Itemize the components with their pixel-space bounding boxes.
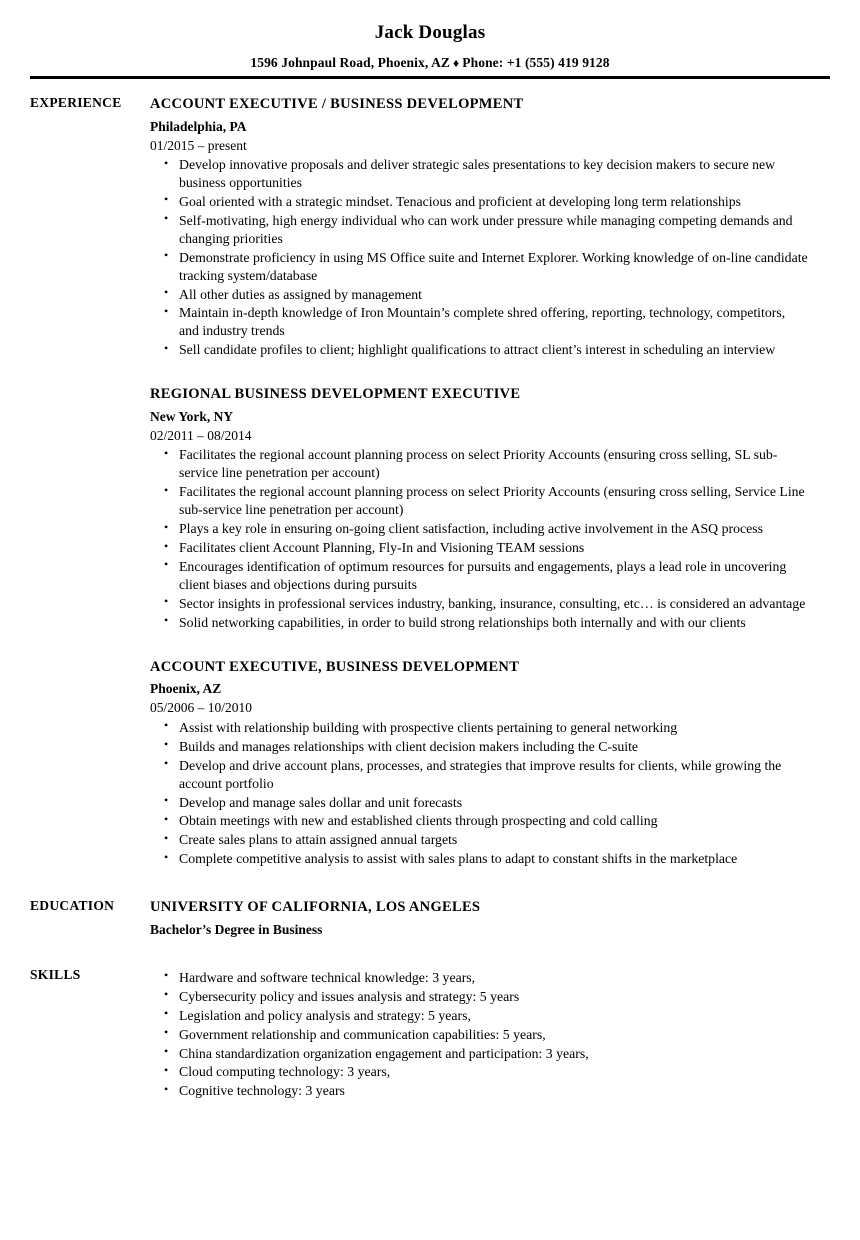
experience-entry xyxy=(150,385,808,631)
list-item: • Cognitive technology: 3 years xyxy=(150,1082,808,1100)
list-item: • Solid networking capabilities, in order to build strong relationships both internally and with our clients xyxy=(150,614,808,632)
list-item: • Cloud computing technology: 3 years, xyxy=(150,1063,808,1081)
resume-content xyxy=(0,79,860,1100)
job-dates: 01/2015 – present xyxy=(150,137,247,153)
education-entries xyxy=(150,898,808,939)
list-item: • Legislation and policy analysis and strategy: 5 years, xyxy=(150,1007,808,1025)
diamond-separator-icon: ♦ xyxy=(453,55,460,70)
experience-entries xyxy=(150,95,808,868)
section-label-experience: EXPERIENCE xyxy=(30,94,122,110)
job-title: REGIONAL BUSINESS DEVELOPMENT EXECUTIVE xyxy=(150,386,521,403)
skills-list xyxy=(150,969,808,1100)
list-item: • Government relationship and communication capabilities: 5 years, xyxy=(150,1026,808,1044)
list-item: • Builds and manages relationships with client decision makers including the C-suite xyxy=(150,738,808,756)
list-item: • All other duties as assigned by management xyxy=(150,286,808,304)
job-responsibilities xyxy=(150,156,808,359)
list-item: • Facilitates the regional account planning process on select Priority Accounts (ensuring cross selling, SL sub-service line penetration per account) xyxy=(150,446,808,482)
candidate-address: 1596 Johnpaul Road, Phoenix, AZ xyxy=(250,54,451,70)
job-location: Phoenix, AZ xyxy=(150,681,222,697)
list-item: • Encourages identification of optimum resources for pursuits and engagements, plays a lead role in uncovering client biases and objections during pursuits xyxy=(150,558,808,594)
list-item: • Develop and manage sales dollar and unit forecasts xyxy=(150,794,808,812)
job-dates: 02/2011 – 08/2014 xyxy=(150,427,252,443)
resume-header xyxy=(0,0,860,71)
list-item: • Facilitates client Account Planning, Fly-In and Visioning TEAM sessions xyxy=(150,539,808,557)
candidate-name: Jack Douglas xyxy=(374,22,486,43)
list-item: • Maintain in-depth knowledge of Iron Mountain’s complete shred offering, reporting, technology, competitors, and industry trends xyxy=(150,304,808,340)
job-location: New York, NY xyxy=(150,409,234,425)
job-title: ACCOUNT EXECUTIVE, BUSINESS DEVELOPMENT xyxy=(150,658,520,675)
list-item: • Complete competitive analysis to assist with sales plans to adapt to constant shifts in the marketplace xyxy=(150,850,808,868)
list-item: • Facilitates the regional account planning process on select Priority Accounts (ensuring cross selling, Service Line sub-service line penetration per account) xyxy=(150,483,808,519)
section-skills xyxy=(30,967,808,1100)
job-responsibilities xyxy=(150,446,808,631)
job-dates: 05/2006 – 10/2010 xyxy=(150,700,253,716)
experience-entry xyxy=(150,95,808,359)
section-label-education: EDUCATION xyxy=(30,898,115,914)
list-item: • China standardization organization engagement and participation: 3 years, xyxy=(150,1045,808,1063)
list-item: • Create sales plans to attain assigned annual targets xyxy=(150,831,808,849)
education-school: UNIVERSITY OF CALIFORNIA, LOS ANGELES xyxy=(150,899,481,916)
list-item: • Hardware and software technical knowledge: 3 years, xyxy=(150,969,808,987)
list-item: • Develop and drive account plans, processes, and strategies that improve results for clients, while growing the account portfolio xyxy=(150,757,808,793)
list-item: • Sector insights in professional services industry, banking, insurance, consulting, etc… is considered an advantage xyxy=(150,595,808,613)
list-item: • Plays a key role in ensuring on-going client satisfaction, including active involvement in the ASQ process xyxy=(150,520,808,538)
section-experience xyxy=(30,95,808,868)
list-item: • Sell candidate profiles to client; highlight qualifications to attract client’s interest in scheduling an interview xyxy=(150,341,808,359)
contact-line xyxy=(0,55,860,71)
list-item: • Self-motivating, high energy individual who can work under pressure while managing competing demands and changing priorities xyxy=(150,212,808,248)
list-item: • Develop innovative proposals and deliver strategic sales presentations to key decision makers to secure new business opportunities xyxy=(150,156,808,192)
list-item: • Obtain meetings with new and established clients through prospecting and cold calling xyxy=(150,812,808,830)
job-location: Philadelphia, PA xyxy=(150,118,247,134)
education-degree: Bachelor’s Degree in Business xyxy=(150,922,323,938)
job-responsibilities xyxy=(150,719,808,868)
job-title: ACCOUNT EXECUTIVE / BUSINESS DEVELOPMENT xyxy=(150,95,524,112)
section-education xyxy=(30,898,808,939)
list-item: • Cybersecurity policy and issues analysis and strategy: 5 years xyxy=(150,988,808,1006)
list-item: • Assist with relationship building with prospective clients pertaining to general networking xyxy=(150,719,808,737)
section-label-skills: SKILLS xyxy=(30,966,81,982)
list-item: • Goal oriented with a strategic mindset. Tenacious and proficient at developing long term relationships xyxy=(150,193,808,211)
list-item: • Demonstrate proficiency in using MS Office suite and Internet Explorer. Working knowledge of on-line candidate tracking system/database xyxy=(150,249,808,285)
candidate-phone: Phone: +1 (555) 419 9128 xyxy=(462,54,610,70)
skills-entries xyxy=(150,967,808,1100)
experience-entry xyxy=(150,658,808,869)
